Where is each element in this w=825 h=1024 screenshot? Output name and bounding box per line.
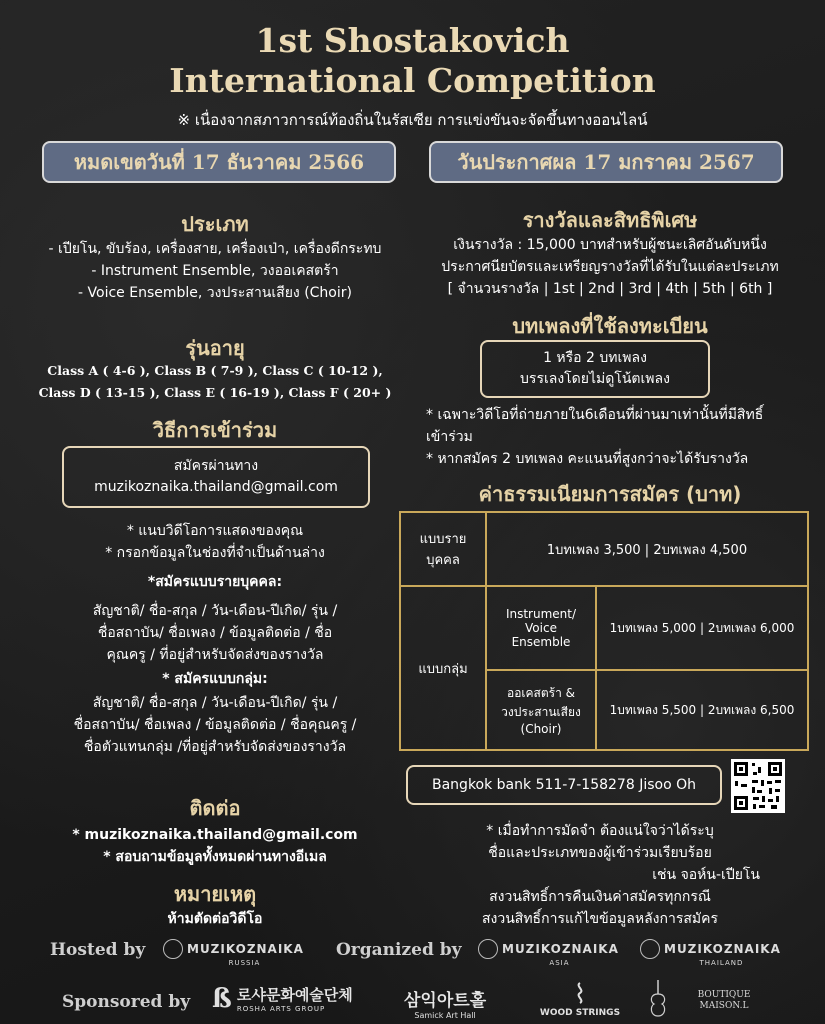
sponsored-by-label: Sponsored by: [62, 992, 191, 1012]
category-line: - Instrument Ensemble, วงออเคสตร้า: [91, 263, 339, 279]
orchestra-label-cell: [486, 670, 596, 750]
result-date-badge: วันประกาศผล 17 มกราคม 2567: [429, 141, 783, 183]
ensemble-label-cell: [486, 586, 596, 670]
category-list: [20, 238, 410, 304]
contact-heading: ติดต่อ: [189, 796, 241, 820]
muzikoznaika-logo-icon: [163, 939, 183, 959]
category-line: - Voice Ensemble, วงประสานเสียง (Choir): [78, 285, 352, 301]
sponsor-samick-logo: [404, 986, 486, 1020]
host-logo-text: MUZIKOZNAIKA: [187, 942, 304, 956]
table-row: [400, 512, 808, 586]
group-line: ชื่อสถาบัน/ ชื่อเพลง / ข้อมูลติดต่อ / ชื่อคุณครู /: [73, 717, 357, 733]
repertoire-memory: บรรเลงโดยไม่ดูโน้ตเพลง: [520, 371, 670, 387]
organizer-logo-thailand: [640, 938, 781, 967]
repertoire-box: [480, 340, 710, 398]
contact-email-link[interactable]: * muzikoznaika.thailand@gmail.com: [72, 827, 358, 843]
sponsor4-line: MAISON.L: [699, 1001, 749, 1011]
individual-line: คุณครู / ที่อยู่สำหรับจัดส่งของรางวัล: [106, 647, 324, 663]
qr-code-icon[interactable]: [731, 759, 785, 813]
title-line-2: International Competition: [169, 61, 656, 100]
payment-note: เช่น จอห์น-เปียโน: [652, 867, 760, 883]
fee-table: [399, 511, 809, 751]
rosha-mark-icon: ß: [212, 984, 232, 1014]
individual-label: บุคคล: [426, 553, 460, 568]
ensemble-label: Voice: [525, 621, 557, 635]
age-classes: [20, 360, 410, 404]
sponsor-boutique-logo: [694, 990, 754, 1012]
age-line: Class D ( 13-15 ), Class E ( 16-19 ), Class F ( 20+ ): [38, 385, 392, 400]
join-notes: [20, 520, 410, 564]
muzikoznaika-logo-icon: [640, 939, 660, 959]
repertoire-note: * หากสมัคร 2 บทเพลง คะแนนที่สูงกว่าจะได้รับรางวัล: [426, 451, 749, 467]
title-line-1: 1st Shostakovich: [255, 21, 570, 60]
individual-line: ชื่อสถาบัน/ ชื่อเพลง / ข้อมูลติดต่อ / ชื่อ: [97, 625, 333, 641]
payment-notes: [420, 820, 780, 930]
group-line: สัญชาติ/ ชื่อ-สกุล / วัน-เดือน-ปีเกิด/ รุ่น /: [92, 695, 338, 711]
hosted-by-label: Hosted by: [50, 940, 146, 960]
individual-line: สัญชาติ/ ชื่อ-สกุล / วัน-เดือน-ปีเกิด/ รุ่น /: [92, 603, 338, 619]
host-logo: [163, 938, 304, 967]
orchestra-price-cell: 1บทเพลง 5,500 | 2บทเพลง 6,500: [596, 670, 808, 750]
muzikoznaika-logo-icon: [478, 939, 498, 959]
join-heading: วิธีการเข้าร่วม: [152, 418, 278, 442]
repertoire-count: 1 หรือ 2 บทเพลง: [543, 350, 647, 366]
sponsor-wood-strings-logo: [535, 982, 625, 1018]
prize-certificate: ประกาศนียบัตรและเหรียญรางวัลที่ได้รับในแต่ละประเภท: [441, 259, 779, 275]
age-heading: รุ่นอายุ: [185, 336, 245, 360]
deadline-badge: หมดเขตวันที่ 17 ธันวาคม 2566: [42, 141, 396, 183]
repertoire-notes: [426, 404, 806, 470]
category-line: - เปียโน, ขับร้อง, เครื่องสาย, เครื่องเป่า, เครื่องดีกระทบ: [48, 241, 382, 257]
repertoire-heading: บทเพลงที่ใช้ลงทะเบียน: [512, 314, 708, 338]
sponsor3-text: WOOD STRINGS: [539, 1008, 621, 1018]
sponsor4-line: BOUTIQUE: [697, 990, 751, 1000]
online-notice: ※ เนื่องจากสภาวการณ์ท้องถิ่นในรัสเซีย การแข่งขันจะจัดขึ้นทางออนไลน์: [177, 111, 648, 129]
individual-label-cell: [400, 512, 486, 586]
sponsor1-sub: ROSHA ARTS GROUP: [236, 1005, 326, 1013]
organizer-logo-asia: [478, 938, 619, 967]
apply-label: สมัครผ่านทาง: [173, 458, 259, 474]
ensemble-label: Instrument/: [505, 607, 577, 621]
prize-details: [415, 234, 805, 300]
orchestra-label: วงประสานเสียง: [501, 705, 581, 719]
ensemble-label: Ensemble: [511, 635, 571, 649]
org1-logo-text: MUZIKOZNAIKA: [502, 942, 619, 956]
apply-box: [62, 446, 370, 508]
sponsor2-sub: Samick Art Hall: [414, 1011, 476, 1020]
category-heading: ประเภท: [181, 212, 249, 236]
contact-note: * สอบถามข้อมูลทั้งหมดผ่านทางอีเมล: [103, 849, 327, 865]
individual-price-cell: 1บทเพลง 3,500 | 2บทเพลง 4,500: [486, 512, 808, 586]
org1-logo-sub: ASIA: [549, 958, 570, 967]
repertoire-note: * เฉพาะวิดีโอที่ถ่ายภายใน6เดือนที่ผ่านมาเท่านั้นที่มีสิทธิ์: [426, 407, 764, 423]
apply-email-link[interactable]: muzikoznaika.thailand@gmail.com: [94, 479, 338, 495]
individual-fields: [20, 600, 410, 666]
orchestra-label: ออเคสตร้า &: [506, 686, 575, 700]
group-label-cell: แบบกลุ่ม: [400, 586, 486, 750]
join-note: * กรอกข้อมูลในช่องที่จำเป็นด้านล่าง: [105, 545, 325, 561]
violin-icon: [648, 980, 668, 1020]
individual-label: แบบราย: [419, 532, 467, 547]
group-heading: * สมัครแบบกลุ่ม:: [162, 671, 268, 687]
prize-money: เงินรางวัล : 15,000 บาทสำหรับผู้ชนะเลิศอันดับหนึ่ง: [453, 237, 767, 253]
violin-scroll-icon: [573, 982, 587, 1004]
payment-note: ชื่อและประเภทของผู้เข้าร่วมเรียบร้อย: [488, 845, 712, 861]
org2-logo-sub: THAILAND: [699, 958, 744, 967]
sponsor2-text: 삼익아트홀: [404, 991, 487, 1011]
remark-text: ห้ามตัดต่อวิดีโอ: [167, 911, 263, 927]
fee-heading: ค่าธรรมเนียมการสมัคร (บาท): [478, 482, 742, 506]
group-fields: [20, 692, 410, 758]
prize-heading: รางวัลและสิทธิพิเศษ: [522, 208, 698, 232]
join-note: * แนบวิดีโอการแสดงของคุณ: [126, 523, 304, 539]
organized-by-label: Organized by: [336, 940, 462, 960]
group-line: ชื่อตัวแทนกลุ่ม /ที่อยู่สำหรับจัดส่งของรางวัล: [83, 739, 347, 755]
table-row: [400, 586, 808, 670]
prize-places: [ จำนวนรางวัล | 1st | 2nd | 3rd | 4th | 5th | 6th ]: [447, 281, 773, 297]
org2-logo-text: MUZIKOZNAIKA: [664, 942, 781, 956]
payment-note: สงวนสิทธิ์การคืนเงินค่าสมัครทุกกรณี: [489, 889, 711, 905]
bank-account-box: Bangkok bank 511-7-158278 Jisoo Oh: [406, 765, 722, 805]
orchestra-label: (Choir): [520, 722, 562, 736]
host-logo-sub: RUSSIA: [228, 958, 261, 967]
individual-heading: *สมัครแบบรายบุคคล:: [147, 574, 283, 590]
age-line: Class A ( 4-6 ), Class B ( 7-9 ), Class C ( 10-12 ),: [47, 363, 383, 378]
repertoire-note: เข้าร่วม: [426, 429, 473, 445]
sponsor1-text: 로샤문화예술단체: [236, 986, 353, 1004]
remark-heading: หมายเหตุ: [173, 882, 257, 906]
contact-info: [20, 824, 410, 868]
ensemble-price-cell: 1บทเพลง 5,000 | 2บทเพลง 6,000: [596, 586, 808, 670]
payment-note: สงวนสิทธิ์การแก้ไขข้อมูลหลังการสมัคร: [481, 911, 719, 927]
payment-note: * เมื่อทำการมัดจำ ต้องแน่ใจว่าได้ระบุ: [486, 823, 714, 839]
sponsor-rosha-logo: [212, 984, 353, 1014]
